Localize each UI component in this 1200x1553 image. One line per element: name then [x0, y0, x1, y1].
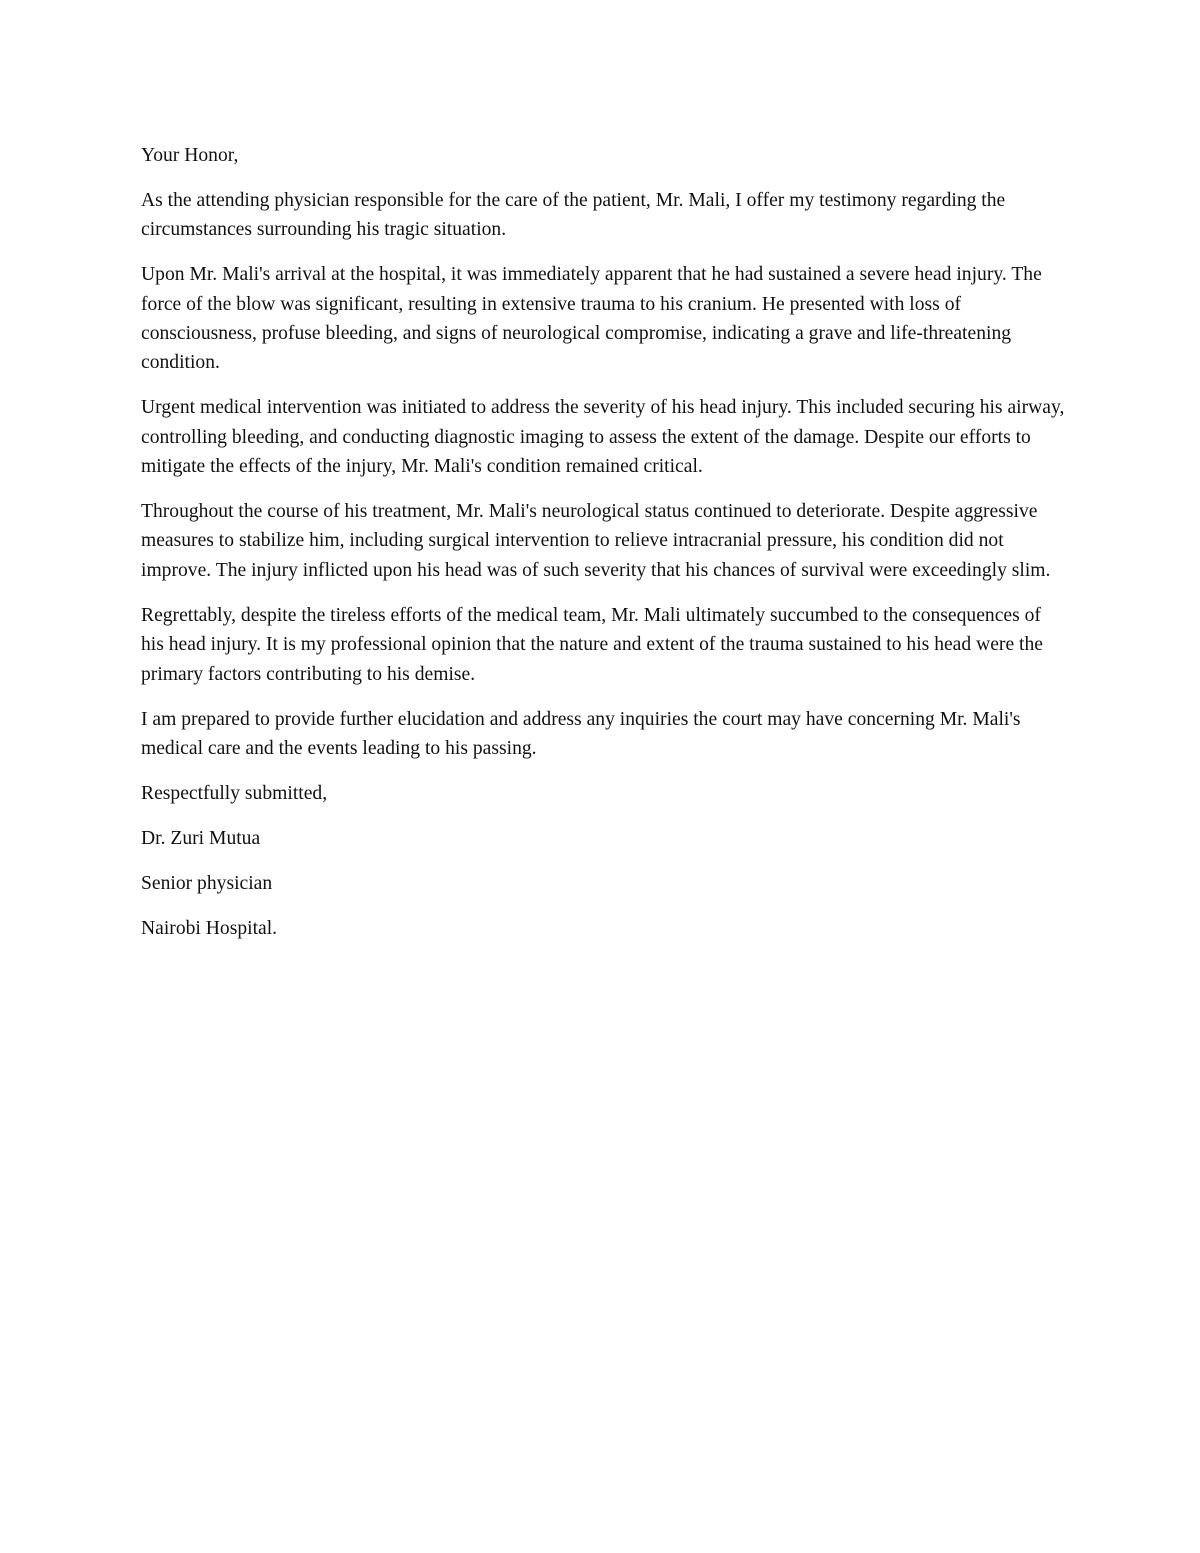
- paragraph-treatment: Throughout the course of his treatment, Mr. Mali's neurological status continued to deteriorate. Despite aggressive measures to stabilize him, including surgical intervention to relieve intracranial pressure, his condition did not improve. The injury inflicted upon his head was of such severity that his chances of survival were exceedingly slim.: [141, 501, 1051, 581]
- salutation: Your Honor,: [141, 145, 239, 166]
- paragraph-offer: I am prepared to provide further elucidation and address any inquiries the court may have concerning Mr. Mali's medical care and the events leading to his passing.: [141, 708, 1021, 759]
- signature-title: Senior physician: [141, 872, 273, 894]
- paragraph-intervention: Urgent medical intervention was initiated to address the severity of his head injury. This included securing his airway, controlling bleeding, and conducting diagnostic imaging to assess the extent of the damage. Despite our efforts to mitigate the effects of the injury, Mr. Mali's condition remained critical.: [141, 397, 1065, 478]
- closing: Respectfully submitted,: [141, 782, 328, 804]
- paragraph-intro: As the attending physician responsible for the care of the patient, Mr. Mali, I offer my testimony regarding the circumstances surrounding his tragic situation.: [141, 189, 1006, 241]
- letter-body: [141, 141, 1066, 958]
- paragraph-arrival: Upon Mr. Mali's arrival at the hospital, it was immediately apparent that he had sustained a severe head injury. The force of the blow was significant, resulting in extensive trauma to his cranium. He presented with loss of consciousness, profuse bleeding, and signs of neurological compromise, indicating a grave and life-threatening condition.: [141, 264, 1042, 374]
- signature-name: Dr. Zuri Mutua: [141, 827, 261, 849]
- paragraph-outcome: Regrettably, despite the tireless efforts of the medical team, Mr. Mali ultimately succumbed to the consequences of his head injury. It is my professional opinion that the nature and extent of the trauma sustained to his head were the primary factors contributing to his demise.: [141, 604, 1043, 685]
- signature-organization: Nairobi Hospital.: [141, 917, 278, 939]
